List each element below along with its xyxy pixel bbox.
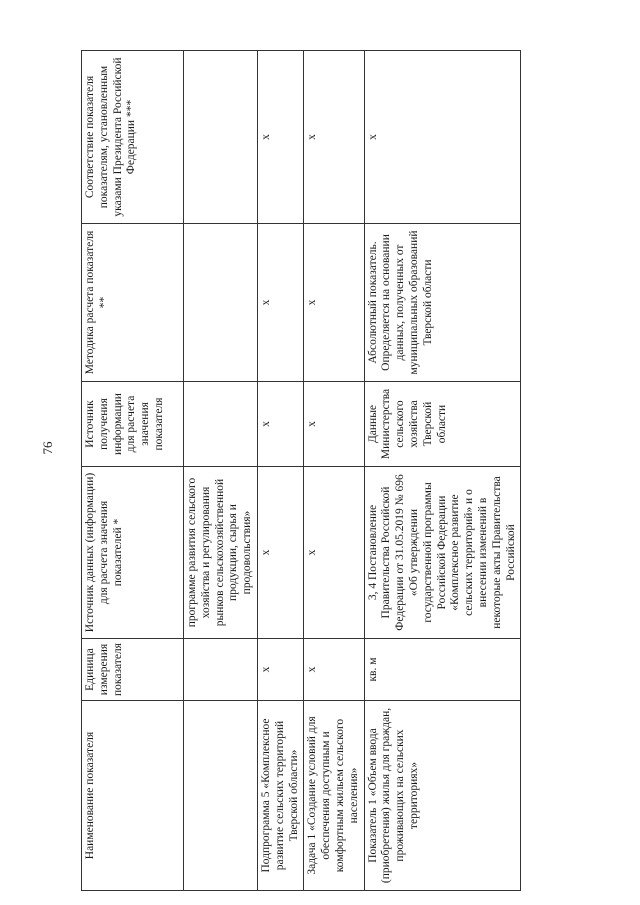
row-compliance: х: [257, 51, 303, 224]
row-source-data: х: [257, 467, 303, 639]
row-source-info: х: [257, 382, 303, 467]
table-row: [184, 51, 258, 891]
row-unit: [184, 639, 258, 701]
row-compliance: [184, 51, 258, 224]
row-unit: х: [304, 639, 364, 701]
row-method: [184, 224, 258, 382]
header-row: [82, 51, 184, 891]
header-source-data: Источник данных (информации) для расчета значения показателей *: [82, 467, 184, 639]
row-source-data: 3, 4 Постановление Правительства Российской Федерации от 31.05.2019 № 696 «Об утверждении государственной программы Российской Федерации «Комплексное развитие сельских территорий» и о внесении изменений в некоторые акты Правительства Российской: [364, 467, 521, 639]
table-row: [364, 51, 521, 891]
header-source-info: Источник получения информации для расчета значения показателя: [82, 382, 184, 467]
row-source-data: х: [304, 467, 364, 639]
row-source-info: х: [304, 382, 364, 467]
row-name: [184, 701, 258, 891]
indicators-table: [81, 50, 521, 891]
row-method: х: [257, 224, 303, 382]
row-name: Подпрограмма 5 «Комплексное развитие сельских территорий Тверской области»: [257, 701, 303, 891]
row-method: Абсолютный показатель. Определяется на основании данных, полученных от муниципальных образований Тверской области: [364, 224, 521, 382]
rotated-table-container: [81, 51, 517, 891]
row-unit: х: [257, 639, 303, 701]
header-name: Наименование показателя: [82, 701, 184, 891]
row-compliance: х: [304, 51, 364, 224]
row-unit: кв. м: [364, 639, 521, 701]
row-source-info: Данные Министерства сельского хозяйства Тверской области: [364, 382, 521, 467]
table-row: [257, 51, 303, 891]
row-name: Показатель 1 «Объем ввода (приобретения) жилья для граждан, проживающих на сельских территориях»: [364, 701, 521, 891]
row-compliance: х: [364, 51, 521, 224]
header-method: Методика расчета показателя **: [82, 224, 184, 382]
row-source-info: [184, 382, 258, 467]
page-number: 76: [40, 441, 55, 455]
table-row: [304, 51, 364, 891]
header-compliance: Соответствие показателя показателям, установленным указами Президента Российской Федерации ***: [82, 51, 184, 224]
row-name: Задача 1 «Создание условий для обеспечения доступным и комфортным жильем сельского населения»: [304, 701, 364, 891]
header-unit: Единица измерения показателя: [82, 639, 184, 701]
row-method: х: [304, 224, 364, 382]
row-source-data: программе развития сельского хозяйства и регулирования рынков сельскохозяйственной продукции, сырья и продовольствия»: [184, 467, 258, 639]
